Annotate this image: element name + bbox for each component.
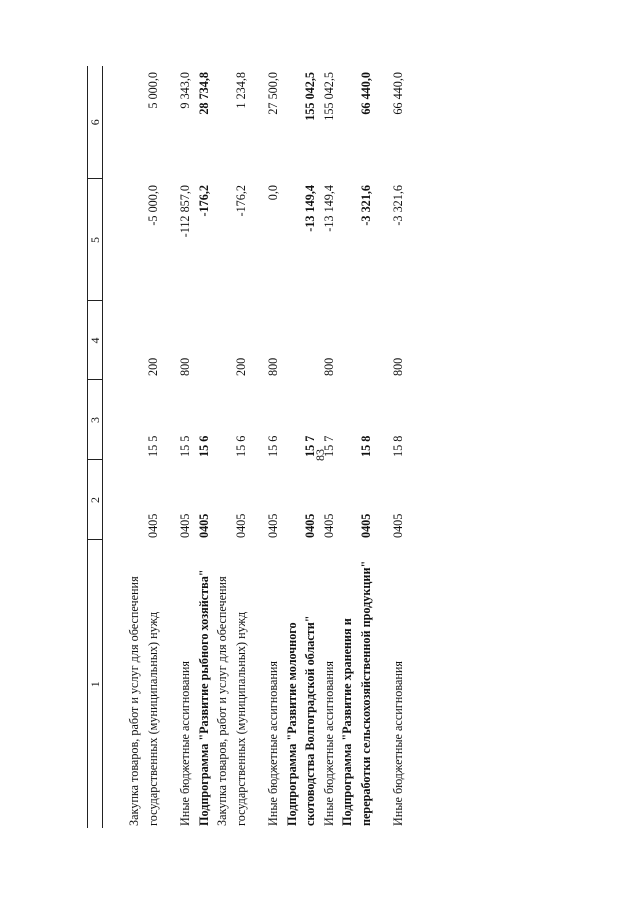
expense-type-code [195,301,214,380]
program-code: 15 6 [266,435,280,457]
section-code: 0405 [178,513,192,538]
expense-type-code: 200 [233,357,248,376]
table-row [103,66,163,828]
program-code: 15 5 [178,435,192,457]
total-amount: 5 000,0 [145,72,160,109]
table-row-subprogram [338,66,375,828]
table-row [162,66,195,828]
program-code: 15 8 [391,435,405,457]
section-code: 0405 [145,513,160,538]
change-amount: -3 321,6 [358,185,373,226]
change-amount: -13 149,4 [321,185,336,232]
expense-type-code: 800 [178,357,192,376]
table-row-subprogram [283,66,320,828]
expense-type-code [338,301,375,380]
section-code: 0405 [196,513,211,538]
program-code: 15 6 [233,435,248,457]
total-amount: 155 042,5 [303,72,317,121]
section-code: 0405 [391,513,405,538]
section-code: 0405 [233,513,248,538]
section-code: 0405 [266,513,280,538]
expense-type-code: 800 [391,357,405,376]
total-amount: 155 042,5 [321,72,336,121]
expense-type-code: 200 [145,357,160,376]
column-header-6: 6 [88,66,103,179]
program-code: 15 8 [358,435,373,457]
expense-type-code [283,301,320,380]
row-name: Иные бюджетные ассигнования [321,660,336,826]
column-header-5: 5 [88,179,103,301]
row-name: Закупка товаров, работ и услуг для обеспечения государственных (муниципальных) нужд [127,576,160,826]
budget-table [87,66,408,828]
change-amount: -13 149,4 [303,185,317,232]
program-code: 15 6 [196,435,211,457]
change-amount: -5 000,0 [145,185,160,226]
row-name: Иные бюджетные ассигнования [266,660,280,826]
row-name: Закупка товаров, работ и услуг для обеспечения государственных (муниципальных) нужд [215,576,248,826]
program-code: 15 7 [303,435,317,457]
total-amount: 66 440,0 [358,72,373,115]
row-name: Подпрограмма "Развитие хранения и переработки сельскохозяйственной продукции" [340,560,373,826]
expense-type-code: 800 [266,357,280,376]
table-row [250,66,283,828]
program-code: 15 7 [321,435,336,457]
change-amount: -112 857,0 [178,185,192,238]
column-header-3: 3 [88,380,103,460]
total-amount: 27 500,0 [266,72,280,115]
rotated-page-content [87,66,505,828]
column-header-2: 2 [88,460,103,540]
table-row [213,66,250,828]
section-code: 0405 [303,513,317,538]
table-row [320,66,339,828]
total-amount: 9 343,0 [178,72,192,109]
table-row [375,66,408,828]
row-name: Иные бюджетные ассигнования [178,660,192,826]
total-amount: 1 234,8 [233,72,248,109]
section-code: 0405 [358,513,373,538]
row-name: Подпрограмма "Развитие рыбного хозяйства" [196,569,211,826]
table-row-subprogram [195,66,214,828]
total-amount: 66 440,0 [391,72,405,115]
change-amount: -3 321,6 [391,185,405,226]
expense-type-code: 800 [321,357,336,376]
row-name: Иные бюджетные ассигнования [391,660,405,826]
column-number-row [88,66,103,828]
section-code: 0405 [321,513,336,538]
page-number: 83 [312,449,327,461]
change-amount: -176,2 [233,185,248,217]
program-code: 15 5 [145,435,160,457]
change-amount: -176,2 [196,185,211,217]
column-header-1: 1 [88,540,103,828]
change-amount: 0,0 [266,185,280,201]
total-amount: 28 734,8 [196,72,211,115]
row-name: Подпрограмма "Развитие молочного скотоводства Волгоградской области" [284,615,317,826]
column-header-4: 4 [88,301,103,380]
